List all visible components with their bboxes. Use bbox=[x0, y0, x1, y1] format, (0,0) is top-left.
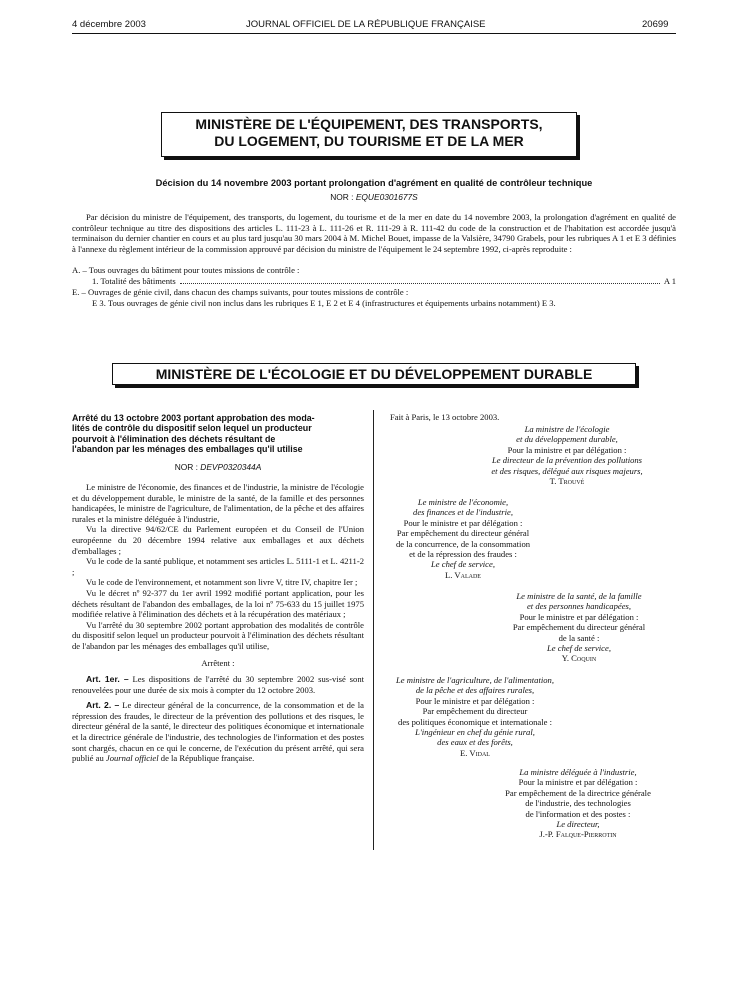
header-date: 4 décembre 2003 bbox=[72, 19, 146, 30]
sig-line: et de la répression des fraudes : bbox=[409, 549, 517, 560]
signature-economie bbox=[377, 497, 549, 580]
article-2-text-end: de la République française. bbox=[158, 753, 255, 764]
ministry-box-equipement bbox=[161, 112, 577, 157]
signature-industrie bbox=[480, 767, 676, 840]
arrete-title-line4: l'abandon par les ménages des emballages qu'il utilise bbox=[72, 444, 303, 455]
sig-line: Le ministre de l'agriculture, de l'alimentation, bbox=[396, 675, 554, 685]
sig-line: Pour le ministre et par délégation : bbox=[519, 611, 639, 622]
signatory-name: L. Valade bbox=[445, 569, 481, 580]
nor-code: DEVP0320344A bbox=[200, 462, 262, 472]
item-e3: E 3. Tous ouvrages de génie civil non inclus dans les rubriques E 1, E 2 et E 4 (infrastructures et équipements urbains notamment) E 3. bbox=[92, 298, 556, 308]
sig-line: L'ingénieur en chef du génie rural, bbox=[415, 727, 535, 738]
header-rule bbox=[72, 33, 676, 34]
nor-code: EQUE0301677S bbox=[355, 192, 418, 202]
sig-line: des finances et de l'industrie, bbox=[413, 507, 513, 518]
item-a1-label: 1. Totalité des bâtiments bbox=[92, 276, 176, 286]
signatory-name: T. Trouvé bbox=[549, 476, 585, 487]
nor-label: NOR : bbox=[174, 462, 201, 472]
arrete-body bbox=[72, 482, 364, 764]
sig-line: Pour la ministre et par délégation : bbox=[518, 777, 638, 788]
sig-line: Pour le ministre et par délégation : bbox=[403, 517, 523, 528]
article-2-label: Art. 2. – bbox=[86, 700, 120, 711]
arretent: Arrêtent : bbox=[201, 657, 235, 668]
decision-title: Décision du 14 novembre 2003 portant prolongation d'agrément en qualité de contrôleur technique bbox=[155, 178, 593, 188]
article-2 bbox=[72, 700, 364, 764]
article-1-text: Les dispositions de l'arrêté du 30 septembre 2002 sus-visé sont renouvelées pour une durée de six mois à compter du 12 octobre 2003. bbox=[72, 674, 364, 695]
sig-line: Le ministre de la santé, de la famille bbox=[516, 591, 642, 601]
arrete-title-line1: Arrêté du 13 octobre 2003 portant approbation des moda- bbox=[72, 413, 315, 423]
dot-leader bbox=[180, 276, 660, 284]
nor-label: NOR : bbox=[330, 192, 356, 202]
sig-line: de la pêche et des affaires rurales, bbox=[415, 685, 535, 696]
para-decret: Vu le décret nº 92-377 du 1er avril 1992 modifié portant application, pour les déchets résultant de l'abandon des emballages, de la loi nº 75-633 du 15 juillet 1975 modifiée relative à l'élimination des déchets et à la récupération des matériaux ; bbox=[72, 587, 364, 620]
item-a: A. – Tous ouvrages du bâtiment pour toutes missions de contrôle : bbox=[72, 265, 300, 275]
para-directive: Vu la directive 94/62/CE du Parlement européen et du Conseil de l'Union européenne du 20 décembre 1994 relative aux emballages et aux déchets d'emballages ; bbox=[72, 524, 364, 556]
article-1 bbox=[72, 674, 364, 695]
signature-ecologie bbox=[462, 424, 672, 486]
signature-agriculture bbox=[377, 675, 573, 758]
arrete-title-line3: pourvoit à l'élimination des déchets résultant de bbox=[72, 433, 276, 444]
sig-line: de l'information et des postes : bbox=[525, 808, 631, 819]
item-a1 bbox=[92, 276, 676, 287]
sig-line: de la concurrence, de la consommation bbox=[395, 538, 531, 549]
sig-line: Pour le ministre et par délégation : bbox=[415, 695, 535, 706]
signatory-name: J.-P. Falque-Pierrotin bbox=[539, 829, 617, 840]
sig-line: Par empêchement du directeur général bbox=[512, 622, 646, 633]
sig-line: Le directeur de la prévention des pollutions bbox=[491, 455, 643, 466]
article-1-label: Art. 1er. – bbox=[86, 674, 129, 685]
sig-line: La ministre déléguée à l'industrie, bbox=[519, 767, 637, 777]
signature-sante bbox=[484, 591, 674, 664]
ministry-name-line2: DU LOGEMENT, DU TOURISME ET DE LA MER bbox=[214, 133, 524, 149]
ministry-box-ecologie: MINISTÈRE DE L'ÉCOLOGIE ET DU DÉVELOPPEMENT DURABLE bbox=[112, 363, 636, 385]
sig-line: Pour la ministre et par délégation : bbox=[507, 444, 627, 455]
header-journal-title: JOURNAL OFFICIEL DE LA RÉPUBLIQUE FRANÇAISE bbox=[246, 19, 486, 30]
signatory-name: E. Vidal bbox=[460, 747, 490, 758]
arrete-title bbox=[72, 413, 364, 455]
item-a1-code: A 1 bbox=[663, 276, 676, 286]
para-code-sante: Vu le code de la santé publique, et notamment ses articles L. 5111-1 et L. 4211-2 ; bbox=[72, 556, 364, 577]
sig-line: Le ministre de l'économie, bbox=[417, 497, 509, 507]
fait-a-paris: Fait à Paris, le 13 octobre 2003. bbox=[390, 412, 500, 422]
journal-officiel: Journal officiel bbox=[105, 753, 159, 764]
sig-line: Par empêchement du directeur bbox=[422, 706, 528, 717]
sig-line: La ministre de l'écologie bbox=[524, 424, 610, 434]
signatory-name: Y. Coquin bbox=[561, 653, 597, 664]
sig-line: et du développement durable, bbox=[516, 434, 618, 445]
sig-line: de l'industrie, des technologies bbox=[525, 798, 631, 809]
sig-line: Par empêchement du directeur général bbox=[396, 528, 530, 539]
column-divider bbox=[373, 410, 374, 850]
para-code-environnement: Vu le code de l'environnement, et notamment son livre V, titre IV, chapitre Ier ; bbox=[86, 577, 358, 588]
para-arrete-2002: Vu l'arrêté du 30 septembre 2002 portant approbation des modalités de contrôle du dispositif selon lequel un producteur pourvoit à l'élimination des déchets résultant de l'abandon par les ménages des emballages qu'il utilise, bbox=[72, 619, 365, 651]
sig-line: des eaux et des forêts, bbox=[437, 737, 513, 748]
article-2-text: Le directeur général de la concurrence, de la consommation et de la répression des fraudes, le directeur de la prévention des pollutions et des risques, le directeur général de la santé, le directeur des politiques économique et internationale et la directrice générale de l'industrie, des technologies de l'information et des postes sont chargés, chacun en ce qui le concerne, de l'exécution du présent arrêté, qui sera publié au bbox=[72, 700, 364, 764]
para-ministers: Le ministre de l'économie, des finances et de l'industrie, la ministre de l'écologie et du développement durable, le ministre de la santé, de la famille et des personnes handicapées, le ministre de l'agriculture, de l'alimentation, de la pêche et des affaires rurales et la ministre déléguée à l'industrie, bbox=[72, 482, 364, 524]
ministry-name-line1: MINISTÈRE DE L'ÉQUIPEMENT, DES TRANSPORTS, bbox=[195, 116, 543, 132]
sig-line: et des risques, délégué aux risques majeurs, bbox=[491, 465, 643, 476]
sig-line: Le chef de service, bbox=[547, 643, 611, 654]
sig-line: Le directeur, bbox=[556, 819, 600, 830]
sig-line: et des personnes handicapées, bbox=[526, 601, 632, 612]
sig-line: Le chef de service, bbox=[431, 559, 495, 570]
arrete-nor bbox=[72, 462, 364, 472]
sig-line: des politiques économique et internationale : bbox=[398, 716, 552, 727]
header-page-number: 20699 bbox=[642, 19, 669, 30]
sig-line: de la santé : bbox=[558, 632, 600, 643]
sig-line: Par empêchement de la directrice générale bbox=[505, 787, 651, 798]
arrete-title-line2: lités de contrôle du dispositif selon lequel un producteur bbox=[72, 423, 312, 434]
decision-body: Par décision du ministre de l'équipement, des transports, du logement, du tourisme et de la mer en date du 14 novembre 2003, la prolongation d'agrément en qualité de contrôleur technique au titre des dispositions des articles L. 111-23 à L. 111-26 et R. 111-29 à R. 111-42 du code de la construction et de l'habitation est accordée jusqu'à terminaison du dernier chantier en cours et au plus tard jusqu'au 30 mars 2004 à M. Michel Bouet, impasse de la Valsière, 34790 Grabels, pour les rubriques A 1 et E 3 définies à l'annexe du règlement intérieur de la commission approuvé par décision du ministre de l'équipement le 24 septembre 1992, ci-après reproduite : bbox=[72, 212, 676, 254]
decision-nor bbox=[72, 192, 676, 202]
item-e: E. – Ouvrages de génie civil, dans chacun des champs suivants, pour toutes missions de contrôle : bbox=[72, 287, 409, 297]
